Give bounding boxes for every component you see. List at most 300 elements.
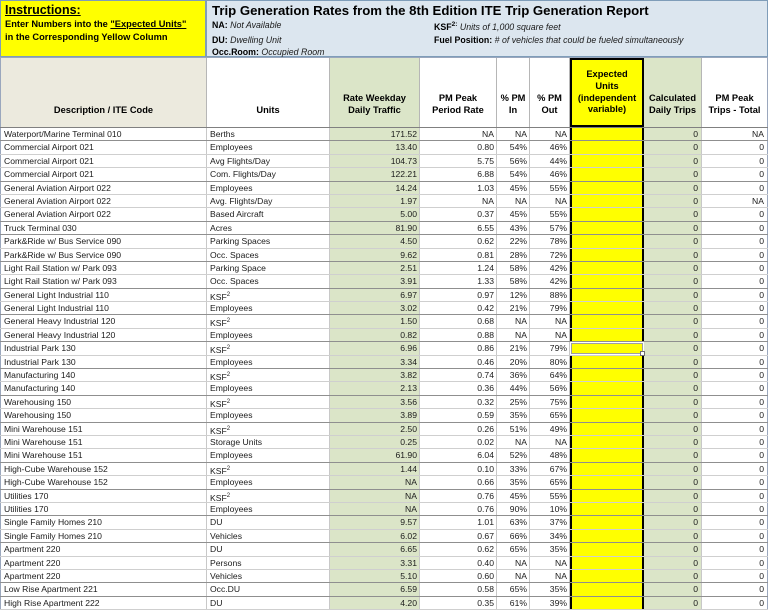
table-row[interactable] (0, 543, 768, 556)
cell-calculated-daily-trips[interactable]: 0 (644, 449, 702, 461)
cell-pct-pm-in[interactable]: 21% (497, 302, 530, 314)
cell-pct-pm-in[interactable]: 58% (497, 275, 530, 287)
cell-expected-units-input[interactable] (570, 182, 644, 194)
cell-description[interactable]: Mini Warehouse 151 (0, 436, 207, 448)
cell-calculated-daily-trips[interactable]: 0 (644, 583, 702, 595)
cell-rate-weekday-daily-traffic[interactable]: 3.02 (330, 302, 420, 314)
cell-units[interactable]: Parking Spaces (207, 235, 330, 247)
cell-units[interactable]: Vehicles (207, 570, 330, 582)
cell-description[interactable]: General Light Industrial 110 (0, 289, 207, 301)
cell-pm-peak-trips-total[interactable]: 0 (702, 208, 768, 220)
cell-description[interactable]: Apartment 220 (0, 557, 207, 569)
cell-units[interactable]: Berths (207, 128, 330, 140)
cell-units[interactable]: Acres (207, 222, 330, 234)
cell-pct-pm-in[interactable]: 12% (497, 289, 530, 301)
cell-pct-pm-in[interactable]: 54% (497, 168, 530, 180)
cell-rate-weekday-daily-traffic[interactable]: 3.34 (330, 356, 420, 368)
cell-rate-weekday-daily-traffic[interactable]: 0.82 (330, 329, 420, 341)
cell-pm-peak-period-rate[interactable]: 0.35 (420, 597, 497, 609)
column-header-expected-units[interactable] (570, 58, 644, 127)
cell-pm-peak-period-rate[interactable]: 1.33 (420, 275, 497, 287)
table-row[interactable] (0, 315, 768, 328)
cell-pct-pm-out[interactable]: 64% (530, 369, 570, 381)
cell-pct-pm-out[interactable]: 10% (530, 503, 570, 515)
table-row[interactable] (0, 476, 768, 489)
cell-pm-peak-period-rate[interactable]: 0.59 (420, 409, 497, 421)
cell-expected-units-input[interactable] (570, 275, 644, 287)
table-row[interactable] (0, 583, 768, 596)
cell-pm-peak-trips-total[interactable]: 0 (702, 583, 768, 595)
column-header-pct-pm-out[interactable] (530, 58, 570, 127)
cell-units[interactable]: Storage Units (207, 436, 330, 448)
cell-units[interactable]: Employees (207, 356, 330, 368)
cell-pm-peak-period-rate[interactable]: 0.62 (420, 235, 497, 247)
cell-expected-units-input[interactable] (570, 382, 644, 394)
cell-pct-pm-in[interactable]: 21% (497, 342, 530, 354)
cell-expected-units-input[interactable] (570, 356, 644, 368)
cell-rate-weekday-daily-traffic[interactable]: 5.00 (330, 208, 420, 220)
table-row[interactable] (0, 356, 768, 369)
cell-pm-peak-trips-total[interactable]: 0 (702, 249, 768, 261)
cell-pct-pm-in[interactable]: 43% (497, 222, 530, 234)
cell-expected-units-input[interactable] (570, 503, 644, 515)
cell-calculated-daily-trips[interactable]: 0 (644, 329, 702, 341)
cell-pct-pm-out[interactable]: 88% (530, 289, 570, 301)
cell-calculated-daily-trips[interactable]: 0 (644, 369, 702, 381)
cell-units[interactable]: DU (207, 543, 330, 555)
cell-pct-pm-in[interactable]: NA (497, 315, 530, 327)
cell-description[interactable]: Industrial Park 130 (0, 342, 207, 354)
cell-units[interactable]: Employees (207, 409, 330, 421)
cell-calculated-daily-trips[interactable]: 0 (644, 543, 702, 555)
column-header-description[interactable] (0, 58, 207, 127)
column-header-calculated-daily-trips[interactable] (644, 58, 702, 127)
cell-calculated-daily-trips[interactable]: 0 (644, 382, 702, 394)
cell-pm-peak-period-rate[interactable]: 0.46 (420, 356, 497, 368)
cell-pm-peak-trips-total[interactable]: 0 (702, 423, 768, 435)
cell-calculated-daily-trips[interactable]: 0 (644, 396, 702, 408)
cell-units[interactable]: KSF$^2$ (207, 490, 330, 502)
cell-pm-peak-trips-total[interactable]: 0 (702, 409, 768, 421)
cell-units[interactable]: Employees (207, 476, 330, 488)
cell-pm-peak-period-rate[interactable]: 0.68 (420, 315, 497, 327)
cell-rate-weekday-daily-traffic[interactable]: 9.57 (330, 516, 420, 528)
cell-rate-weekday-daily-traffic[interactable]: 3.82 (330, 369, 420, 381)
cell-expected-units-input[interactable] (570, 315, 644, 327)
cell-expected-units-input[interactable] (570, 222, 644, 234)
cell-pm-peak-period-rate[interactable]: 0.86 (420, 342, 497, 354)
table-row[interactable] (0, 436, 768, 449)
column-header-rate-weekday-daily-traffic[interactable] (330, 58, 420, 127)
cell-calculated-daily-trips[interactable]: 0 (644, 490, 702, 502)
cell-expected-units-input[interactable] (570, 597, 644, 609)
cell-pm-peak-trips-total[interactable]: 0 (702, 235, 768, 247)
cell-pm-peak-period-rate[interactable]: 0.97 (420, 289, 497, 301)
cell-pct-pm-out[interactable]: 67% (530, 463, 570, 475)
cell-units[interactable]: KSF$^2$ (207, 369, 330, 381)
cell-pm-peak-trips-total[interactable]: 0 (702, 141, 768, 153)
cell-pm-peak-period-rate[interactable]: 0.76 (420, 490, 497, 502)
cell-pct-pm-out[interactable]: 55% (530, 182, 570, 194)
table-row[interactable] (0, 369, 768, 382)
cell-expected-units-input[interactable] (570, 208, 644, 220)
cell-expected-units-input[interactable] (570, 302, 644, 314)
cell-pct-pm-in[interactable]: 45% (497, 490, 530, 502)
cell-calculated-daily-trips[interactable]: 0 (644, 235, 702, 247)
cell-description[interactable]: General Light Industrial 110 (0, 302, 207, 314)
table-row[interactable] (0, 235, 768, 248)
cell-expected-units-input[interactable] (570, 342, 644, 354)
cell-pct-pm-out[interactable]: 46% (530, 168, 570, 180)
cell-pct-pm-in[interactable]: 20% (497, 356, 530, 368)
cell-calculated-daily-trips[interactable]: 0 (644, 503, 702, 515)
cell-pm-peak-period-rate[interactable]: 0.81 (420, 249, 497, 261)
table-row[interactable] (0, 490, 768, 503)
table-row[interactable] (0, 329, 768, 342)
cell-units[interactable]: KSF$^2$ (207, 396, 330, 408)
cell-pct-pm-in[interactable]: 45% (497, 208, 530, 220)
cell-pm-peak-trips-total[interactable]: 0 (702, 302, 768, 314)
table-row[interactable] (0, 382, 768, 395)
cell-description[interactable]: High-Cube Warehouse 152 (0, 476, 207, 488)
cell-pct-pm-out[interactable]: 35% (530, 543, 570, 555)
cell-expected-units-input[interactable] (570, 423, 644, 435)
cell-calculated-daily-trips[interactable]: 0 (644, 436, 702, 448)
cell-pm-peak-trips-total[interactable]: 0 (702, 315, 768, 327)
cell-calculated-daily-trips[interactable]: 0 (644, 597, 702, 609)
cell-pm-peak-trips-total[interactable]: 0 (702, 329, 768, 341)
cell-calculated-daily-trips[interactable]: 0 (644, 356, 702, 368)
table-row[interactable] (0, 222, 768, 235)
cell-expected-units-input[interactable] (570, 583, 644, 595)
cell-pm-peak-period-rate[interactable]: 0.42 (420, 302, 497, 314)
cell-pct-pm-out[interactable]: 39% (530, 597, 570, 609)
table-row[interactable] (0, 423, 768, 436)
cell-rate-weekday-daily-traffic[interactable]: NA (330, 490, 420, 502)
cell-rate-weekday-daily-traffic[interactable]: 81.90 (330, 222, 420, 234)
cell-pm-peak-period-rate[interactable]: 0.10 (420, 463, 497, 475)
cell-rate-weekday-daily-traffic[interactable]: 122.21 (330, 168, 420, 180)
cell-pm-peak-trips-total[interactable]: 0 (702, 262, 768, 274)
cell-description[interactable]: Single Family Homes 210 (0, 530, 207, 542)
cell-pct-pm-out[interactable]: 55% (530, 490, 570, 502)
cell-pct-pm-in[interactable]: 36% (497, 369, 530, 381)
cell-calculated-daily-trips[interactable]: 0 (644, 409, 702, 421)
cell-pm-peak-period-rate[interactable]: 0.40 (420, 557, 497, 569)
cell-rate-weekday-daily-traffic[interactable]: 1.50 (330, 315, 420, 327)
cell-rate-weekday-daily-traffic[interactable]: 13.40 (330, 141, 420, 153)
cell-description[interactable]: Truck Terminal 030 (0, 222, 207, 234)
cell-description[interactable]: Mini Warehouse 151 (0, 449, 207, 461)
cell-pm-peak-trips-total[interactable]: 0 (702, 436, 768, 448)
cell-pct-pm-in[interactable]: 28% (497, 249, 530, 261)
cell-calculated-daily-trips[interactable]: 0 (644, 557, 702, 569)
cell-pm-peak-trips-total[interactable]: 0 (702, 222, 768, 234)
cell-units[interactable]: Occ. Spaces (207, 249, 330, 261)
cell-description[interactable]: General Heavy Industrial 120 (0, 315, 207, 327)
column-header-pm-peak-period-rate[interactable] (420, 58, 497, 127)
cell-pct-pm-out[interactable]: 79% (530, 302, 570, 314)
table-row[interactable] (0, 396, 768, 409)
cell-description[interactable]: Commercial Airport 021 (0, 141, 207, 153)
cell-rate-weekday-daily-traffic[interactable]: 2.50 (330, 423, 420, 435)
cell-pct-pm-in[interactable]: 58% (497, 262, 530, 274)
cell-description[interactable]: Utilities 170 (0, 503, 207, 515)
cell-pm-peak-period-rate[interactable]: 6.04 (420, 449, 497, 461)
table-row[interactable] (0, 449, 768, 462)
cell-rate-weekday-daily-traffic[interactable]: NA (330, 476, 420, 488)
cell-rate-weekday-daily-traffic[interactable]: 14.24 (330, 182, 420, 194)
cell-pct-pm-out[interactable]: 78% (530, 235, 570, 247)
cell-pm-peak-period-rate[interactable]: 1.01 (420, 516, 497, 528)
cell-pm-peak-trips-total[interactable]: 0 (702, 570, 768, 582)
cell-pct-pm-out[interactable]: 75% (530, 396, 570, 408)
cell-pct-pm-in[interactable]: 45% (497, 182, 530, 194)
cell-pm-peak-period-rate[interactable]: 0.32 (420, 396, 497, 408)
cell-description[interactable]: Single Family Homes 210 (0, 516, 207, 528)
cell-units[interactable]: KSF$^2$ (207, 423, 330, 435)
table-row[interactable] (0, 342, 768, 355)
cell-units[interactable]: Employees (207, 503, 330, 515)
cell-pm-peak-period-rate[interactable]: 0.58 (420, 583, 497, 595)
cell-pct-pm-out[interactable]: 42% (530, 275, 570, 287)
cell-calculated-daily-trips[interactable]: 0 (644, 222, 702, 234)
cell-pm-peak-period-rate[interactable]: 0.67 (420, 530, 497, 542)
cell-pm-peak-trips-total[interactable]: 0 (702, 356, 768, 368)
table-row[interactable] (0, 409, 768, 422)
table-row[interactable] (0, 275, 768, 288)
cell-pct-pm-out[interactable]: 46% (530, 141, 570, 153)
cell-pct-pm-in[interactable]: 66% (497, 530, 530, 542)
cell-description[interactable]: Manufacturing 140 (0, 369, 207, 381)
cell-expected-units-input[interactable] (570, 329, 644, 341)
table-row[interactable] (0, 182, 768, 195)
cell-expected-units-input[interactable] (570, 530, 644, 542)
cell-units[interactable]: Employees (207, 182, 330, 194)
cell-pct-pm-out[interactable]: 65% (530, 409, 570, 421)
cell-pct-pm-in[interactable]: 52% (497, 449, 530, 461)
cell-expected-units-input[interactable] (570, 463, 644, 475)
cell-pct-pm-out[interactable]: NA (530, 570, 570, 582)
cell-rate-weekday-daily-traffic[interactable]: 3.89 (330, 409, 420, 421)
cell-rate-weekday-daily-traffic[interactable]: 5.10 (330, 570, 420, 582)
cell-pct-pm-out[interactable]: 79% (530, 342, 570, 354)
cell-rate-weekday-daily-traffic[interactable]: NA (330, 503, 420, 515)
cell-pm-peak-period-rate[interactable]: 6.88 (420, 168, 497, 180)
cell-rate-weekday-daily-traffic[interactable]: 2.13 (330, 382, 420, 394)
table-row[interactable] (0, 195, 768, 208)
cell-units[interactable]: Occ.DU (207, 583, 330, 595)
cell-description[interactable]: High-Cube Warehouse 152 (0, 463, 207, 475)
cell-description[interactable]: General Aviation Airport 022 (0, 208, 207, 220)
cell-description[interactable]: Manufacturing 140 (0, 382, 207, 394)
cell-description[interactable]: Light Rail Station w/ Park 093 (0, 275, 207, 287)
cell-expected-units-input[interactable] (570, 436, 644, 448)
table-row[interactable] (0, 530, 768, 543)
table-row[interactable] (0, 557, 768, 570)
cell-calculated-daily-trips[interactable]: 0 (644, 275, 702, 287)
cell-pct-pm-out[interactable]: NA (530, 195, 570, 207)
cell-pct-pm-out[interactable]: 42% (530, 262, 570, 274)
cell-pm-peak-trips-total[interactable]: 0 (702, 463, 768, 475)
cell-units[interactable]: Employees (207, 141, 330, 153)
cell-units[interactable]: Occ. Spaces (207, 275, 330, 287)
cell-rate-weekday-daily-traffic[interactable]: 171.52 (330, 128, 420, 140)
cell-units[interactable]: Avg. Flights/Day (207, 195, 330, 207)
cell-calculated-daily-trips[interactable]: 0 (644, 182, 702, 194)
cell-pm-peak-period-rate[interactable]: 5.75 (420, 155, 497, 167)
cell-units[interactable]: KSF$^2$ (207, 463, 330, 475)
cell-expected-units-input[interactable] (570, 289, 644, 301)
cell-description[interactable]: General Aviation Airport 022 (0, 195, 207, 207)
cell-pct-pm-in[interactable]: 54% (497, 141, 530, 153)
table-row[interactable] (0, 516, 768, 529)
cell-pm-peak-trips-total[interactable]: 0 (702, 289, 768, 301)
table-row[interactable] (0, 128, 768, 141)
cell-pct-pm-in[interactable]: 51% (497, 423, 530, 435)
cell-pct-pm-out[interactable]: NA (530, 436, 570, 448)
cell-pm-peak-period-rate[interactable]: 0.74 (420, 369, 497, 381)
cell-pm-peak-trips-total[interactable]: 0 (702, 382, 768, 394)
cell-pm-peak-period-rate[interactable]: 0.60 (420, 570, 497, 582)
cell-description[interactable]: Park&Ride w/ Bus Service 090 (0, 249, 207, 261)
cell-expected-units-input[interactable] (570, 476, 644, 488)
cell-pm-peak-trips-total[interactable]: 0 (702, 516, 768, 528)
cell-rate-weekday-daily-traffic[interactable]: 2.51 (330, 262, 420, 274)
cell-rate-weekday-daily-traffic[interactable]: 6.96 (330, 342, 420, 354)
cell-pct-pm-in[interactable]: 56% (497, 155, 530, 167)
cell-units[interactable]: Employees (207, 329, 330, 341)
cell-calculated-daily-trips[interactable]: 0 (644, 168, 702, 180)
cell-pm-peak-period-rate[interactable]: 0.62 (420, 543, 497, 555)
cell-calculated-daily-trips[interactable]: 0 (644, 476, 702, 488)
cell-rate-weekday-daily-traffic[interactable]: 1.44 (330, 463, 420, 475)
cell-description[interactable]: Commercial Airport 021 (0, 168, 207, 180)
cell-description[interactable]: Mini Warehouse 151 (0, 423, 207, 435)
cell-pct-pm-out[interactable]: NA (530, 128, 570, 140)
cell-pm-peak-period-rate[interactable]: 0.76 (420, 503, 497, 515)
cell-units[interactable]: DU (207, 516, 330, 528)
cell-pm-peak-trips-total[interactable]: NA (702, 195, 768, 207)
cell-pct-pm-out[interactable]: NA (530, 315, 570, 327)
cell-units[interactable]: KSF$^2$ (207, 315, 330, 327)
cell-rate-weekday-daily-traffic[interactable]: 3.31 (330, 557, 420, 569)
cell-calculated-daily-trips[interactable]: 0 (644, 342, 702, 354)
cell-pct-pm-in[interactable]: 44% (497, 382, 530, 394)
cell-pm-peak-period-rate[interactable]: 1.03 (420, 182, 497, 194)
table-row[interactable] (0, 570, 768, 583)
table-row[interactable] (0, 289, 768, 302)
cell-pm-peak-trips-total[interactable]: 0 (702, 597, 768, 609)
cell-expected-units-input[interactable] (570, 141, 644, 153)
cell-pct-pm-out[interactable]: NA (530, 557, 570, 569)
cell-calculated-daily-trips[interactable]: 0 (644, 128, 702, 140)
cell-description[interactable]: High Rise Apartment 222 (0, 597, 207, 609)
cell-pct-pm-in[interactable]: 35% (497, 409, 530, 421)
cell-expected-units-input[interactable] (570, 409, 644, 421)
cell-rate-weekday-daily-traffic[interactable]: 6.59 (330, 583, 420, 595)
cell-calculated-daily-trips[interactable]: 0 (644, 530, 702, 542)
cell-units[interactable]: DU (207, 597, 330, 609)
cell-pct-pm-in[interactable]: 33% (497, 463, 530, 475)
cell-description[interactable]: Utilities 170 (0, 490, 207, 502)
cell-units[interactable]: KSF$^2$ (207, 342, 330, 354)
cell-rate-weekday-daily-traffic[interactable]: 104.73 (330, 155, 420, 167)
table-row[interactable] (0, 463, 768, 476)
cell-rate-weekday-daily-traffic[interactable]: 61.90 (330, 449, 420, 461)
cell-rate-weekday-daily-traffic[interactable]: 0.25 (330, 436, 420, 448)
cell-rate-weekday-daily-traffic[interactable]: 4.50 (330, 235, 420, 247)
cell-pct-pm-out[interactable]: 57% (530, 222, 570, 234)
cell-pct-pm-out[interactable]: 35% (530, 583, 570, 595)
cell-rate-weekday-daily-traffic[interactable]: 1.97 (330, 195, 420, 207)
cell-pm-peak-trips-total[interactable]: 0 (702, 369, 768, 381)
cell-pct-pm-in[interactable]: 61% (497, 597, 530, 609)
cell-units[interactable]: Parking Space (207, 262, 330, 274)
cell-description[interactable]: Warehousing 150 (0, 396, 207, 408)
cell-pm-peak-period-rate[interactable]: 0.80 (420, 141, 497, 153)
table-row[interactable] (0, 208, 768, 221)
cell-rate-weekday-daily-traffic[interactable]: 3.91 (330, 275, 420, 287)
cell-units[interactable]: Based Aircraft (207, 208, 330, 220)
cell-pm-peak-trips-total[interactable]: 0 (702, 490, 768, 502)
cell-pm-peak-trips-total[interactable]: 0 (702, 168, 768, 180)
cell-expected-units-input[interactable] (570, 168, 644, 180)
table-row[interactable] (0, 503, 768, 516)
cell-rate-weekday-daily-traffic[interactable]: 3.56 (330, 396, 420, 408)
table-row[interactable] (0, 141, 768, 154)
cell-units[interactable]: Employees (207, 382, 330, 394)
cell-calculated-daily-trips[interactable]: 0 (644, 423, 702, 435)
cell-pm-peak-trips-total[interactable]: 0 (702, 449, 768, 461)
cell-pm-peak-trips-total[interactable]: 0 (702, 476, 768, 488)
table-row[interactable] (0, 249, 768, 262)
cell-description[interactable]: Park&Ride w/ Bus Service 090 (0, 235, 207, 247)
cell-rate-weekday-daily-traffic[interactable]: 6.65 (330, 543, 420, 555)
column-header-units[interactable] (207, 58, 330, 127)
cell-pm-peak-period-rate[interactable]: NA (420, 128, 497, 140)
cell-description[interactable]: Low Rise Apartment 221 (0, 583, 207, 595)
cell-pct-pm-in[interactable]: 35% (497, 476, 530, 488)
cell-expected-units-input[interactable] (570, 516, 644, 528)
cell-calculated-daily-trips[interactable]: 0 (644, 262, 702, 274)
cell-pct-pm-out[interactable]: 80% (530, 356, 570, 368)
cell-pm-peak-period-rate[interactable]: 1.24 (420, 262, 497, 274)
cell-description[interactable]: Commercial Airport 021 (0, 155, 207, 167)
cell-calculated-daily-trips[interactable]: 0 (644, 289, 702, 301)
cell-pct-pm-in[interactable]: NA (497, 329, 530, 341)
cell-pm-peak-period-rate[interactable]: 0.37 (420, 208, 497, 220)
cell-rate-weekday-daily-traffic[interactable]: 6.02 (330, 530, 420, 542)
cell-expected-units-input[interactable] (570, 195, 644, 207)
cell-pm-peak-period-rate[interactable]: 0.88 (420, 329, 497, 341)
cell-pct-pm-out[interactable]: 44% (530, 155, 570, 167)
cell-calculated-daily-trips[interactable]: 0 (644, 516, 702, 528)
cell-pm-peak-period-rate[interactable]: 6.55 (420, 222, 497, 234)
cell-pct-pm-in[interactable]: 65% (497, 583, 530, 595)
cell-description[interactable]: Apartment 220 (0, 543, 207, 555)
cell-pct-pm-out[interactable]: 34% (530, 530, 570, 542)
cell-pm-peak-trips-total[interactable]: 0 (702, 396, 768, 408)
cell-description[interactable]: Light Rail Station w/ Park 093 (0, 262, 207, 274)
cell-pct-pm-out[interactable]: 49% (530, 423, 570, 435)
cell-pm-peak-period-rate[interactable]: 0.26 (420, 423, 497, 435)
cell-units[interactable]: KSF$^2$ (207, 289, 330, 301)
cell-calculated-daily-trips[interactable]: 0 (644, 141, 702, 153)
cell-units[interactable]: Vehicles (207, 530, 330, 542)
cell-pm-peak-trips-total[interactable]: 0 (702, 530, 768, 542)
cell-pct-pm-out[interactable]: 72% (530, 249, 570, 261)
